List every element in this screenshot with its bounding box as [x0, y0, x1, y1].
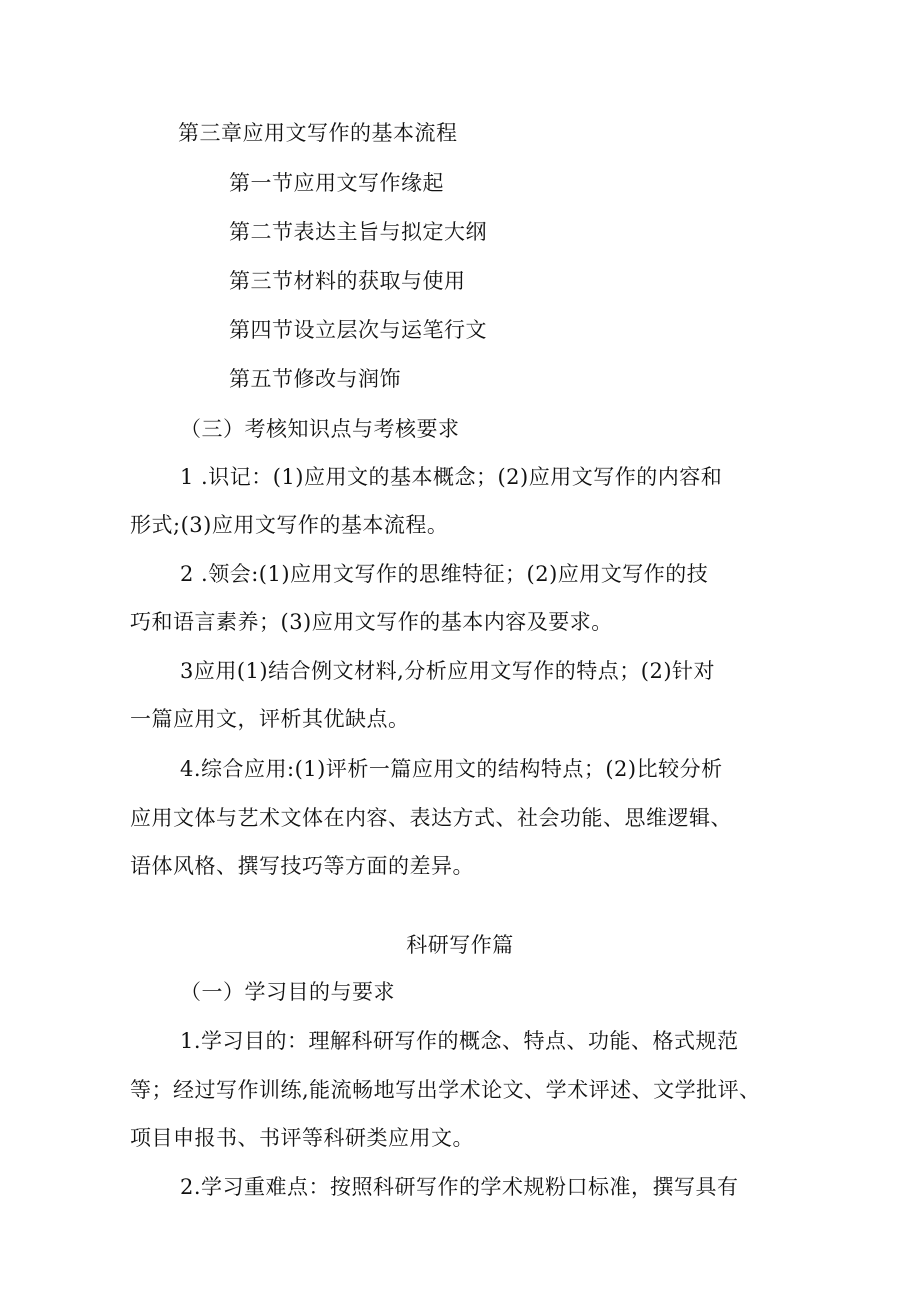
goal-item-1-line-1: 1.学习目的：理解科研写作的概念、特点、功能、格式规范 — [180, 1029, 739, 1053]
goal-item-1-line-2: 等；经过写作训练,能流畅地写出学术论文、学术评述、文学批评、 — [130, 1078, 761, 1102]
exam-item-4-line-2: 应用文体与艺术文体在内容、表达方式、社会功能、思维逻辑、 — [130, 806, 732, 830]
goal-item-1-line-3: 项目申报书、书评等科研类应用文。 — [130, 1126, 474, 1150]
section-item: 第一节应用文写作缘起 — [229, 171, 444, 195]
exam-item-1-line-2: 形式;(3)应用文写作的基本流程。 — [130, 513, 449, 537]
chapter-heading: 第三章应用文写作的基本流程 — [178, 121, 458, 145]
exam-item-3-line-2: 一篇应用文，评析其优缺点。 — [130, 707, 410, 731]
goals-heading: （一）学习目的与要求 — [180, 980, 395, 1004]
part-title: 科研写作篇 — [406, 933, 514, 957]
exam-item-2-line-1: 2 .领会:(1)应用文写作的思维特征；(2)应用文写作的技 — [180, 562, 709, 586]
goal-item-2-line-1: 2.学习重难点：按照科研写作的学术规粉口标准，撰写具有 — [180, 1175, 739, 1199]
exam-item-2-line-2: 巧和语言素养；(3)应用文写作的基本内容及要求。 — [130, 610, 613, 634]
exam-heading: （三）考核知识点与考核要求 — [180, 417, 460, 441]
section-item: 第五节修改与润饰 — [229, 367, 401, 391]
exam-item-1-line-1: 1 .识记：(1)应用文的基本概念；(2)应用文写作的内容和 — [180, 465, 723, 489]
exam-item-4-line-1: 4.综合应用:(1)评析一篇应用文的结构特点；(2)比较分析 — [180, 757, 723, 781]
section-item: 第二节表达主旨与拟定大纲 — [229, 220, 487, 244]
exam-item-3-line-1: 3应用(1)结合例文材料,分析应用文写作的特点；(2)针对 — [180, 659, 716, 683]
section-item: 第三节材料的获取与使用 — [229, 269, 466, 293]
exam-item-4-line-3: 语体风格、撰写技巧等方面的差异。 — [130, 854, 474, 878]
section-item: 第四节设立层次与运笔行文 — [229, 318, 487, 342]
